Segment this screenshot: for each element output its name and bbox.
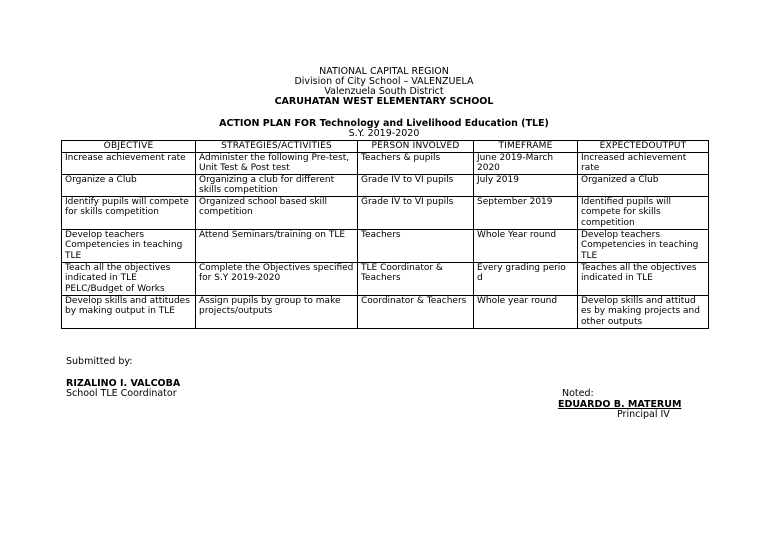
table-cell: Every grading perio d	[474, 262, 578, 295]
noter-name: EDUARDO B. MATERUM	[558, 399, 682, 410]
column-header-timeframe: TIMEFRAME	[474, 141, 578, 153]
table-cell: Teach all the objectives indicated in TLE PELC/Budget of Works	[62, 262, 196, 295]
table-cell: Organizing a club for different skills competition	[196, 174, 358, 196]
table-cell: Attend Seminars/training on TLE	[196, 229, 358, 262]
table-cell: July 2019	[474, 174, 578, 196]
school-heading: CARUHATAN WEST ELEMENTARY SCHOOL	[274, 96, 494, 107]
table-cell: Organized school based skill competition	[196, 196, 358, 229]
table-cell: June 2019-March 2020	[474, 152, 578, 174]
table-cell: Grade IV to VI pupils	[358, 174, 474, 196]
column-header-strategies: STRATEGIES/ACTIVITIES	[196, 141, 358, 153]
table-cell: Whole year round	[474, 295, 578, 328]
table-cell: Organize a Club	[62, 174, 196, 196]
table-row	[62, 196, 709, 229]
action-plan-table	[61, 140, 709, 329]
submitted-by-label: Submitted by:	[66, 356, 133, 367]
table-cell: Develop teachers Competencies in teaching TLE	[578, 229, 709, 262]
table-row	[62, 262, 709, 295]
table-cell: Complete the Objectives specified for S.Y 2019-2020	[196, 262, 358, 295]
table-cell: Identify pupils will compete for skills competition	[62, 196, 196, 229]
column-header-person-involved: PERSON INVOLVED	[358, 141, 474, 153]
table-cell: Organized a Club	[578, 174, 709, 196]
column-header-expected-output: EXPECTEDOUTPUT	[578, 141, 709, 153]
table-cell: TLE Coordinator & Teachers	[358, 262, 474, 295]
table-row	[62, 174, 709, 196]
submitter-title: School TLE Coordinator	[66, 388, 177, 399]
division-heading: Division of City School – VALENZUELA	[294, 76, 474, 87]
table-cell: Whole Year round	[474, 229, 578, 262]
table-cell: Assign pupils by group to make projects/outputs	[196, 295, 358, 328]
noter-title: Principal IV	[617, 409, 670, 420]
table-cell: Coordinator & Teachers	[358, 295, 474, 328]
submitter-name: RIZALINO I. VALCOBA	[66, 378, 181, 389]
table-cell: Teachers	[358, 229, 474, 262]
table-cell: Increase achievement rate	[62, 152, 196, 174]
table-cell: Develop skills and attitudes by making output in TLE	[62, 295, 196, 328]
table-header-row	[62, 141, 709, 153]
plan-title: ACTION PLAN FOR Technology and Livelihood Education (TLE)	[219, 118, 549, 129]
table-cell: Administer the following Pre-test, Unit Test & Post test	[196, 152, 358, 174]
table-cell: Develop skills and attitud es by making projects and other outputs	[578, 295, 709, 328]
table-cell: Develop teachers Competencies in teaching TLE	[62, 229, 196, 262]
table-row	[62, 295, 709, 328]
table-cell: Increased achievement rate	[578, 152, 709, 174]
noted-label: Noted:	[562, 388, 594, 399]
school-year: S.Y. 2019-2020	[348, 128, 420, 139]
table-cell: Grade IV to VI pupils	[358, 196, 474, 229]
district-heading: Valenzuela South District	[324, 86, 444, 97]
region-heading: NATIONAL CAPITAL REGION	[319, 66, 449, 77]
table-cell: Teaches all the objectives indicated in TLE	[578, 262, 709, 295]
table-cell: Identified pupils will compete for skills competition	[578, 196, 709, 229]
table-cell: September 2019	[474, 196, 578, 229]
table-cell: Teachers & pupils	[358, 152, 474, 174]
table-row	[62, 152, 709, 174]
table-row	[62, 229, 709, 262]
column-header-objective: OBJECTIVE	[62, 141, 196, 153]
